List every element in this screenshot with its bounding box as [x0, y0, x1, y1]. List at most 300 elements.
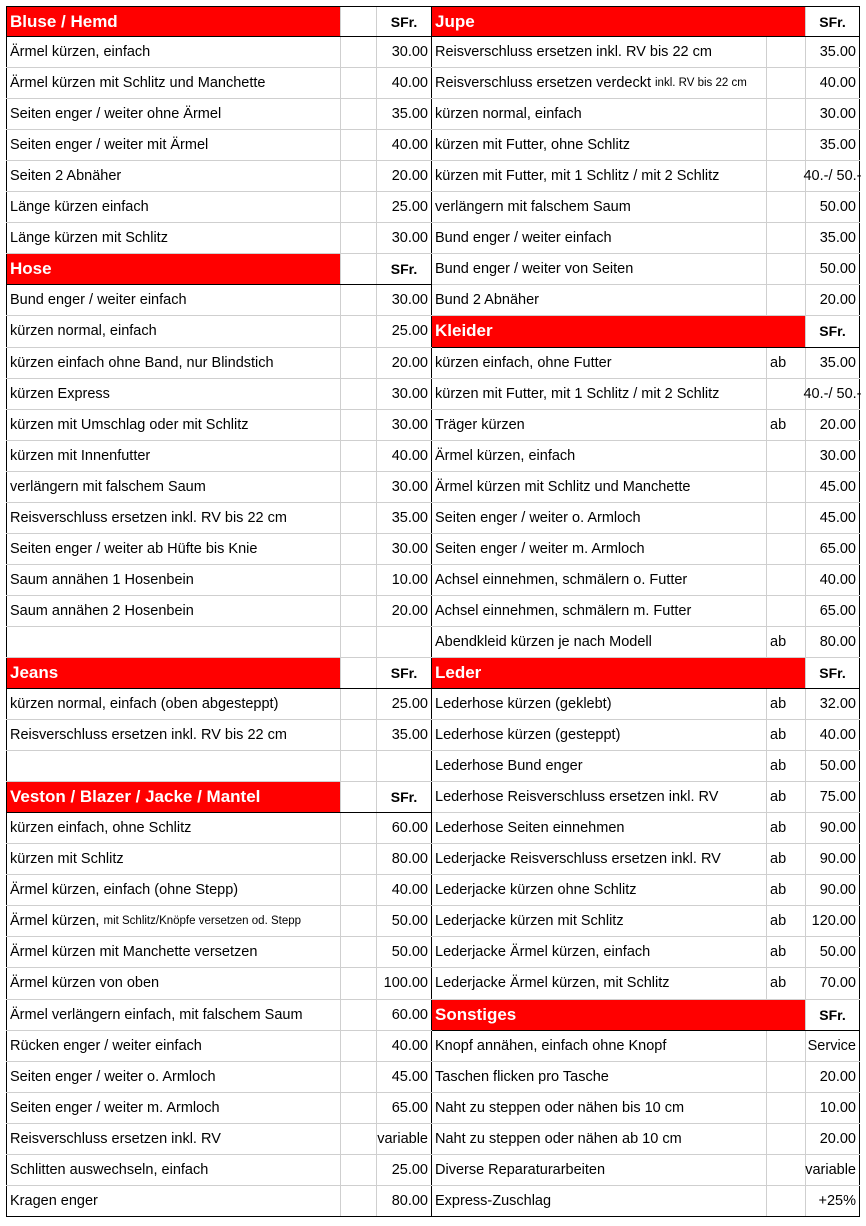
service-description [6, 1062, 340, 1092]
price: 50.00 [376, 906, 432, 936]
service-description [432, 782, 766, 812]
description-text: kürzen normal, einfach [435, 106, 582, 123]
service-description [432, 720, 766, 750]
service-description [6, 906, 340, 936]
table-row [6, 875, 432, 906]
service-description [432, 1062, 766, 1092]
ab-marker [340, 844, 376, 874]
ab-marker [340, 1031, 376, 1061]
price [376, 751, 432, 781]
price: 20.00 [376, 596, 432, 626]
table-row [6, 596, 432, 627]
ab-marker: ab [766, 410, 805, 440]
section-header [6, 658, 432, 689]
description-text: Taschen flicken pro Tasche [435, 1068, 609, 1085]
table-row [432, 503, 860, 534]
table-row [432, 1062, 860, 1093]
section-header [6, 6, 432, 37]
table-row [432, 254, 860, 285]
table-row [6, 379, 432, 410]
table-row [432, 720, 860, 751]
description-text: kürzen Express [10, 385, 110, 402]
table-row [6, 720, 432, 751]
price: 30.00 [376, 410, 432, 440]
ab-marker [340, 503, 376, 533]
table-row [6, 1000, 432, 1031]
price: 40.-/ 50.- [805, 379, 860, 409]
service-description [6, 472, 340, 502]
table-row [432, 441, 860, 472]
service-description [6, 875, 340, 905]
service-description [6, 410, 340, 440]
price: 65.00 [376, 1093, 432, 1123]
service-description [432, 906, 766, 936]
ab-marker [766, 254, 805, 284]
description-text: Reisverschluss ersetzen inkl. RV bis 22 cm [10, 727, 287, 744]
table-row [432, 968, 860, 999]
description-text: Seiten enger / weiter m. Armloch [10, 1099, 220, 1116]
description-text: Lederjacke Ärmel kürzen, einfach [435, 944, 651, 961]
ab-marker [340, 751, 376, 781]
service-description [6, 937, 340, 967]
service-description [6, 689, 340, 719]
ab-marker [340, 689, 376, 719]
service-description [432, 937, 766, 967]
description-text: Lederjacke kürzen mit Schlitz [435, 913, 624, 930]
description-text: Lederhose Seiten einnehmen [435, 820, 625, 837]
price: 80.00 [805, 627, 860, 657]
description-text: Achsel einnehmen, schmälern o. Futter [435, 571, 688, 588]
service-description [6, 223, 340, 253]
service-description [432, 1124, 766, 1154]
ab-marker [766, 1155, 805, 1185]
ab-marker [340, 937, 376, 967]
description-text: Lederjacke kürzen ohne Schlitz [435, 882, 637, 899]
service-description [6, 1000, 340, 1030]
ab-marker: ab [766, 937, 805, 967]
price: 20.00 [805, 410, 860, 440]
price: +25% [805, 1186, 860, 1216]
description-text: Jupe [435, 11, 475, 31]
description-text: kürzen mit Futter, mit 1 Schlitz / mit 2 Schlitz [435, 168, 720, 185]
ab-marker: ab [766, 906, 805, 936]
table-row [6, 1031, 432, 1062]
description-text: Bund 2 Abnäher [435, 292, 540, 309]
ab-marker [766, 441, 805, 471]
description-text: Knopf annähen, einfach ohne Knopf [435, 1037, 667, 1054]
ab-marker [340, 1000, 376, 1030]
ab-marker [766, 68, 805, 98]
price: 30.00 [376, 223, 432, 253]
description-text: Lederhose Bund enger [435, 758, 583, 775]
section-title [6, 254, 340, 284]
table-row [432, 1155, 860, 1186]
service-description [6, 813, 340, 843]
price: 80.00 [376, 844, 432, 874]
currency-header: SFr. [376, 7, 432, 36]
description-text: Seiten enger / weiter o. Armloch [10, 1068, 216, 1085]
table-row [432, 565, 860, 596]
service-description [6, 627, 340, 657]
ab-marker [766, 1124, 805, 1154]
table-row [432, 161, 860, 192]
table-row [6, 813, 432, 844]
ab-marker: ab [766, 348, 805, 378]
description-text: Lederhose kürzen (gesteppt) [435, 727, 621, 744]
section-header [6, 254, 432, 285]
ab-marker [766, 1031, 805, 1061]
service-description [432, 596, 766, 626]
table-row [432, 596, 860, 627]
table-row [6, 565, 432, 596]
table-row [432, 813, 860, 844]
ab-marker [766, 596, 805, 626]
table-row [432, 875, 860, 906]
service-description [6, 161, 340, 191]
table-row [6, 410, 432, 441]
price: 20.00 [376, 161, 432, 191]
price: 120.00 [805, 906, 860, 936]
service-description [432, 37, 766, 67]
description-text: Ärmel kürzen, einfach [435, 447, 576, 464]
description-text: kürzen einfach ohne Band, nur Blindstich [10, 354, 274, 371]
ab-marker [340, 534, 376, 564]
ab-marker [766, 161, 805, 191]
ab-marker [766, 130, 805, 160]
price: variable [376, 1124, 432, 1154]
description-note: mit Schlitz/Knöpfe versetzen od. Stepp [103, 915, 302, 928]
ab-marker [340, 596, 376, 626]
service-description [6, 37, 340, 67]
description-text: kürzen normal, einfach [10, 323, 157, 340]
ab-marker [340, 348, 376, 378]
table-row [432, 844, 860, 875]
table-row [6, 37, 432, 68]
currency-header: SFr. [376, 254, 432, 284]
description-text: Diverse Reparaturarbeiten [435, 1161, 606, 1178]
price: 10.00 [376, 565, 432, 595]
table-row [6, 968, 432, 999]
description-text: kürzen mit Schlitz [10, 851, 124, 868]
price-list [6, 6, 860, 1222]
price: 65.00 [805, 534, 860, 564]
ab-marker [340, 627, 376, 657]
ab-marker [340, 565, 376, 595]
description-text: verlängern mit falschem Saum [10, 478, 206, 495]
description-text: Naht zu steppen oder nähen bis 10 cm [435, 1099, 685, 1116]
ab-marker [340, 441, 376, 471]
service-description [432, 503, 766, 533]
price: 45.00 [805, 503, 860, 533]
ab-marker [340, 1124, 376, 1154]
description-text: Rücken enger / weiter einfach [10, 1037, 202, 1054]
table-row [432, 1093, 860, 1124]
service-description [6, 503, 340, 533]
table-row [432, 410, 860, 441]
description-text: Seiten enger / weiter ohne Ärmel [10, 106, 222, 123]
service-description [6, 1155, 340, 1185]
table-row [432, 1124, 860, 1155]
ab-marker [766, 7, 805, 36]
service-description [432, 751, 766, 781]
description-text: Seiten 2 Abnäher [10, 168, 122, 185]
description-text: Ärmel kürzen mit Manchette versetzen [10, 944, 258, 961]
description-text: Lederjacke Ärmel kürzen, mit Schlitz [435, 975, 670, 992]
service-description [6, 596, 340, 626]
description-text: Länge kürzen mit Schlitz [10, 230, 168, 247]
table-row [432, 534, 860, 565]
ab-marker [340, 99, 376, 129]
description-text: Seiten enger / weiter o. Armloch [435, 509, 641, 526]
price: 30.00 [805, 441, 860, 471]
description-text: Veston / Blazer / Jacke / Mantel [10, 787, 261, 807]
description-text: Seiten enger / weiter ab Hüfte bis Knie [10, 540, 258, 557]
ab-marker [766, 658, 805, 688]
price: 25.00 [376, 192, 432, 222]
table-row [6, 689, 432, 720]
table-row [432, 130, 860, 161]
table-row [432, 285, 860, 316]
description-text: verlängern mit falschem Saum [435, 199, 631, 216]
ab-marker: ab [766, 875, 805, 905]
ab-marker [340, 37, 376, 67]
table-row [432, 1031, 860, 1062]
price: 25.00 [376, 316, 432, 346]
service-description [6, 1031, 340, 1061]
description-text: kürzen mit Umschlag oder mit Schlitz [10, 416, 249, 433]
service-description [432, 844, 766, 874]
table-row [432, 379, 860, 410]
ab-marker [340, 720, 376, 750]
price: 40.-/ 50.- [805, 161, 860, 191]
price: 40.00 [376, 68, 432, 98]
table-row [6, 348, 432, 379]
price: 40.00 [376, 1031, 432, 1061]
table-row [432, 68, 860, 99]
description-text: Träger kürzen [435, 416, 525, 433]
currency-header: SFr. [805, 316, 860, 346]
price: 50.00 [805, 254, 860, 284]
service-description [6, 130, 340, 160]
service-description [432, 689, 766, 719]
price: 50.00 [805, 751, 860, 781]
ab-marker [340, 7, 376, 36]
description-text: Leder [435, 663, 482, 682]
service-description [432, 968, 766, 998]
price: 20.00 [805, 1124, 860, 1154]
table-row [432, 192, 860, 223]
description-text: Achsel einnehmen, schmälern m. Futter [435, 602, 692, 619]
description-text: Bund enger / weiter einfach [10, 292, 187, 309]
price: 70.00 [805, 968, 860, 998]
service-description [432, 1155, 766, 1185]
service-description [6, 441, 340, 471]
section-header [432, 316, 860, 347]
price: 30.00 [376, 472, 432, 502]
table-row [6, 1124, 432, 1155]
ab-marker [766, 565, 805, 595]
service-description [6, 99, 340, 129]
price: variable [805, 1155, 860, 1185]
description-text: Saum annähen 1 Hosenbein [10, 571, 194, 588]
service-description [432, 410, 766, 440]
table-row [6, 844, 432, 875]
table-row [432, 782, 860, 813]
table-row [6, 937, 432, 968]
table-row [6, 285, 432, 316]
service-description [432, 130, 766, 160]
service-description [432, 99, 766, 129]
ab-marker [340, 1155, 376, 1185]
ab-marker: ab [766, 813, 805, 843]
price: 50.00 [805, 937, 860, 967]
table-row [6, 130, 432, 161]
service-description [432, 565, 766, 595]
table-row [6, 627, 432, 658]
description-text: Sonstiges [435, 1004, 517, 1024]
table-row [6, 751, 432, 782]
table-row [6, 1155, 432, 1186]
description-text: Express-Zuschlag [435, 1192, 552, 1209]
price: 35.00 [376, 503, 432, 533]
service-description [432, 1186, 766, 1216]
description-note: inkl. RV bis 22 cm [655, 77, 747, 90]
ab-marker [766, 192, 805, 222]
currency-header: SFr. [805, 1000, 860, 1030]
table-row [432, 627, 860, 658]
ab-marker [340, 1186, 376, 1216]
description-text: Ärmel kürzen mit Schlitz und Manchette [10, 75, 266, 92]
description-text: Bund enger / weiter von Seiten [435, 261, 634, 278]
ab-marker: ab [766, 689, 805, 719]
description-text: kürzen mit Innenfutter [10, 447, 151, 464]
currency-header: SFr. [805, 7, 860, 36]
description-text: Ärmel verlängern einfach, mit falschem Saum [10, 1006, 303, 1023]
description-text: kürzen normal, einfach (oben abgesteppt) [10, 696, 279, 713]
ab-marker [340, 968, 376, 998]
price-column-left [6, 6, 432, 1217]
service-description [6, 379, 340, 409]
ab-marker [766, 1186, 805, 1216]
service-description [6, 534, 340, 564]
table-row [6, 1093, 432, 1124]
ab-marker [340, 658, 376, 688]
ab-marker [340, 782, 376, 812]
ab-marker [340, 906, 376, 936]
price: 50.00 [805, 192, 860, 222]
section-title [432, 658, 766, 688]
ab-marker [340, 285, 376, 315]
price: 60.00 [376, 813, 432, 843]
description-text: Abendkleid kürzen je nach Modell [435, 633, 652, 650]
ab-marker [340, 161, 376, 191]
price: 40.00 [805, 720, 860, 750]
price: 65.00 [805, 596, 860, 626]
price: 40.00 [805, 68, 860, 98]
table-row [432, 99, 860, 130]
description-text: Seiten enger / weiter mit Ärmel [10, 137, 209, 154]
service-description [432, 223, 766, 253]
description-text: Kleider [435, 321, 493, 341]
price: 50.00 [376, 937, 432, 967]
description-text: kürzen einfach, ohne Schlitz [10, 820, 192, 837]
service-description [6, 285, 340, 315]
description-text: Jeans [10, 663, 59, 682]
description-text: Reisverschluss ersetzen inkl. RV bis 22 cm [10, 509, 287, 526]
service-description [6, 316, 340, 346]
table-row [6, 192, 432, 223]
section-title [432, 7, 766, 36]
service-description [432, 192, 766, 222]
price: 30.00 [805, 99, 860, 129]
table-row [6, 161, 432, 192]
description-text: Ärmel kürzen von oben [10, 975, 160, 992]
description-text: kürzen mit Futter, mit 1 Schlitz / mit 2 Schlitz [435, 385, 720, 402]
ab-marker: ab [766, 968, 805, 998]
service-description [432, 1093, 766, 1123]
description-text: Ärmel kürzen, [10, 913, 104, 930]
price: 35.00 [805, 37, 860, 67]
ab-marker [340, 223, 376, 253]
service-description [6, 1186, 340, 1216]
service-description [432, 348, 766, 378]
section-title [6, 658, 340, 688]
description-text: Ärmel kürzen, einfach [10, 44, 151, 61]
section-title [6, 782, 340, 812]
ab-marker [766, 1093, 805, 1123]
description-text: Bund enger / weiter einfach [435, 230, 612, 247]
service-description [6, 1124, 340, 1154]
price: 35.00 [805, 130, 860, 160]
price: 40.00 [376, 130, 432, 160]
service-description [6, 720, 340, 750]
description-text: Saum annähen 2 Hosenbein [10, 602, 194, 619]
table-row [6, 1186, 432, 1217]
description-text: Reisverschluss ersetzen inkl. RV [10, 1130, 221, 1147]
price: 20.00 [805, 285, 860, 315]
ab-marker [766, 472, 805, 502]
table-row [432, 1186, 860, 1217]
price: 10.00 [805, 1093, 860, 1123]
price: 40.00 [805, 565, 860, 595]
price: 30.00 [376, 285, 432, 315]
ab-marker: ab [766, 720, 805, 750]
description-text: Hose [10, 259, 52, 279]
price: 100.00 [376, 968, 432, 998]
price: 20.00 [376, 348, 432, 378]
table-row [6, 68, 432, 99]
price: 80.00 [376, 1186, 432, 1216]
ab-marker [340, 1062, 376, 1092]
description-text: Kragen enger [10, 1192, 98, 1209]
ab-marker [340, 1093, 376, 1123]
price [376, 627, 432, 657]
service-description [6, 192, 340, 222]
service-description [432, 441, 766, 471]
ab-marker [766, 1062, 805, 1092]
section-header [6, 782, 432, 813]
service-description [432, 379, 766, 409]
service-description [6, 1093, 340, 1123]
ab-marker [340, 68, 376, 98]
table-row [6, 503, 432, 534]
ab-marker [766, 37, 805, 67]
service-description [432, 534, 766, 564]
price: 90.00 [805, 875, 860, 905]
service-description [432, 627, 766, 657]
price: 20.00 [805, 1062, 860, 1092]
ab-marker [766, 285, 805, 315]
